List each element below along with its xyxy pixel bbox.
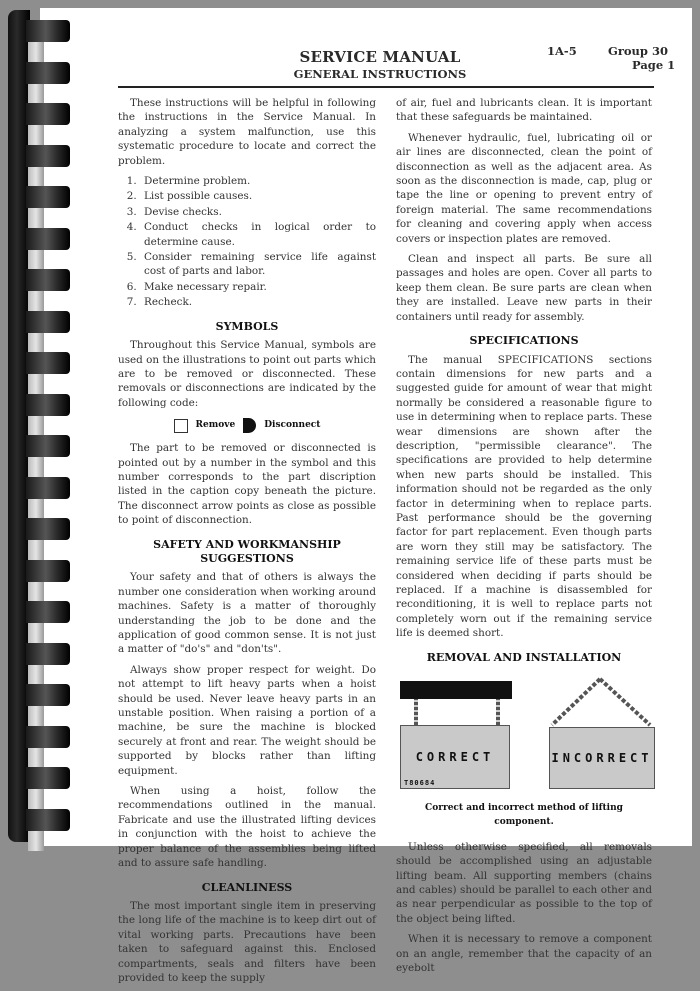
binding-gap xyxy=(28,42,44,62)
binding-ring xyxy=(26,809,70,831)
binding-gap xyxy=(28,540,44,560)
procedure-step: 7. Recheck. xyxy=(140,295,376,309)
procedure-step: 4. Conduct checks in logical order to determine cause. xyxy=(140,220,376,249)
header-rule xyxy=(118,86,654,88)
binding-ring xyxy=(26,435,70,457)
binding-ring xyxy=(26,352,70,374)
binding-ring xyxy=(26,477,70,499)
safety-heading: SAFETY AND WORKMANSHIP SUGGESTIONS xyxy=(153,537,341,565)
figure-code: T80684 xyxy=(404,779,436,788)
page-title: SERVICE MANUAL xyxy=(299,48,461,66)
comb-binding xyxy=(8,8,64,846)
binding-ring xyxy=(26,601,70,623)
binding-gap xyxy=(28,125,44,145)
figure-caption: Correct and incorrect method of lifting component. xyxy=(425,803,623,828)
continued-paragraph: of air, fuel and lubricants clean. It is important that these safeguards be maintained. xyxy=(396,97,652,124)
binding-gap xyxy=(28,250,44,270)
procedure-step: 5. Consider remaining service life against cost of parts and labor. xyxy=(140,250,376,279)
cleaning-paragraph: Whenever hydraulic, fuel, lubricating oil or air lines are disconnected, clean the point of disconnection as well as the adjacent area. As soon as the disconnection is made, cap, plug or tape the line or opening to prevent entry of foreign material. The same recommendations for cleaning and covering apply when access covers or inspection plates are removed. xyxy=(396,131,652,245)
incorrect-label: INCORRECT xyxy=(551,750,653,765)
binding-gap xyxy=(28,208,44,228)
binding-ring xyxy=(26,269,70,291)
procedure-step: 2. List possible causes. xyxy=(140,189,376,203)
binding-ring xyxy=(26,186,70,208)
cleaning-paragraph: Clean and inspect all parts. Be sure all passages and holes are open. Cover all parts to keep them clean. Be sure parts are clean when they are installed. Leave new parts in their containers until ready for assembly. xyxy=(396,253,652,323)
safety-paragraph: Your safety and that of others is always the number one consideration when working around machines. Safety is a matter of thoroughly understanding the job to be done and the application of good common sense. It is not just a matter of "do's" and "don'ts". xyxy=(118,571,376,656)
lifting-figure xyxy=(396,669,652,799)
lifting-beam xyxy=(400,681,512,699)
cleanliness-paragraph: The most important single item in preserving the long life of the machine is to keep dirt out of vital working parts. Precautions have been taken to safeguard against this. Enclosed compartments, seals and filters have been provided to keep the supply xyxy=(118,899,376,984)
section-code: 1A-5 xyxy=(547,44,577,58)
intro-paragraph: These instructions will be helpful in following the instructions in the Service Manual. In analyzing a system malfunction, use this systematic procedure to locate and correct the problem. xyxy=(118,97,376,167)
safety-paragraph: Always show proper respect for weight. Do not attempt to lift heavy parts when a hoist should be used. Never leave heavy parts in an unstable position. When raising a portion of a machine, be sure the machine is blocked securely at front and rear. The weight should be supported by blocks rather than lifting equipment. xyxy=(118,663,376,777)
binding-ring xyxy=(26,228,70,250)
left-column xyxy=(118,96,376,991)
binding-gap xyxy=(28,374,44,394)
remove-symbol-icon xyxy=(174,419,188,433)
binding-gap xyxy=(28,499,44,519)
chain-right xyxy=(496,699,500,725)
binding-ring xyxy=(26,145,70,167)
procedure-step: 1. Determine problem. xyxy=(140,174,376,188)
binding-gap xyxy=(28,333,44,353)
angled-chains xyxy=(546,675,656,727)
binding-ring xyxy=(26,684,70,706)
binding-gap xyxy=(28,291,44,311)
group-label: Group 30 xyxy=(608,44,668,58)
binding-gap xyxy=(28,167,44,187)
binding-gap xyxy=(28,789,44,809)
incorrect-plate xyxy=(549,727,655,789)
binding-ring xyxy=(26,643,70,665)
page-subtitle: GENERAL INSTRUCTIONS xyxy=(293,67,467,81)
binding-gap xyxy=(28,748,44,768)
binding-ring xyxy=(26,62,70,84)
binding-gap xyxy=(28,416,44,436)
binding-ring xyxy=(26,103,70,125)
binding-gap xyxy=(28,582,44,602)
symbol-legend xyxy=(118,418,376,433)
removal-paragraph: Unless otherwise specified, all removals should be accomplished using an adjustable lifting beam. All supporting members (chains and cables) should be parallel to each other and as near perpendicular as possible to the top of the object being lifted. xyxy=(396,840,652,925)
page-number: Page 1 xyxy=(632,58,676,72)
removal-paragraph: When it is necessary to remove a component on an angle, remember that the capacity of an eyebolt xyxy=(396,933,652,975)
binding-ring xyxy=(26,560,70,582)
disconnect-label: Disconnect xyxy=(264,420,321,431)
cleanliness-heading: CLEANLINESS xyxy=(201,880,293,894)
binding-gap xyxy=(28,623,44,643)
binding-ring xyxy=(26,394,70,416)
binding-ring xyxy=(26,20,70,42)
safety-paragraph: When using a hoist, follow the recommendations outlined in the manual. Fabricate and use the illustrated lifting devices in conjunction with the hoist to achieve the proper balance of the assemblies being lifted and to assure safe handling. xyxy=(118,785,376,870)
remove-label: Remove xyxy=(195,420,236,431)
disconnect-symbol-icon xyxy=(243,418,256,433)
binding-gap xyxy=(28,831,44,851)
binding-ring xyxy=(26,726,70,748)
binding-gap xyxy=(28,84,44,104)
procedure-step: 6. Make necessary repair. xyxy=(140,280,376,294)
specifications-heading: SPECIFICATIONS xyxy=(469,334,579,348)
binding-gap xyxy=(28,457,44,477)
binding-spine xyxy=(8,10,30,842)
chain-left xyxy=(414,699,418,725)
symbols-heading: SYMBOLS xyxy=(215,319,279,333)
procedure-step: 3. Devise checks. xyxy=(140,205,376,219)
symbols-paragraph-2: The part to be removed or disconnected is pointed out by a number in the symbol and this number corresponds to the part discription listed in the caption copy beneath the picture. The disconnect arrow points as close as possible to point of disconnection. xyxy=(118,442,376,527)
binding-ring xyxy=(26,767,70,789)
procedure-list xyxy=(118,174,376,310)
specifications-paragraph: The manual SPECIFICATIONS sections contain dimensions for new parts and a suggested guide for amount of wear that might normally be considered a reasonable figure to use in determining when to replace parts. These wear dimensions are shown after the description, "permissible clearance". The specifications are provided to help determine when new parts should be installed. This information should not be regarded as the only factor in determining when to replace parts. Past performance should be the governing factor for part replacement. Even though parts are worn they still may be satisfactory. The remaining service life of these parts must be considered when deciding if parts should be replaced. If a machine is disassembled for reconditioning, it is well to replace parts not completely worn out if the remaining service life is deemed short. xyxy=(396,353,652,640)
symbols-paragraph: Throughout this Service Manual, symbols are used on the illustrations to point out parts which are to be removed or disconnected. These removals or disconnections are indicated by the following code: xyxy=(118,339,376,409)
removal-heading: REMOVAL AND INSTALLATION xyxy=(426,650,622,664)
binding-gap xyxy=(28,706,44,726)
binding-ring xyxy=(26,311,70,333)
binding-gap xyxy=(28,665,44,685)
binding-ring xyxy=(26,518,70,540)
right-column xyxy=(396,96,652,982)
correct-label: CORRECT xyxy=(415,749,495,764)
